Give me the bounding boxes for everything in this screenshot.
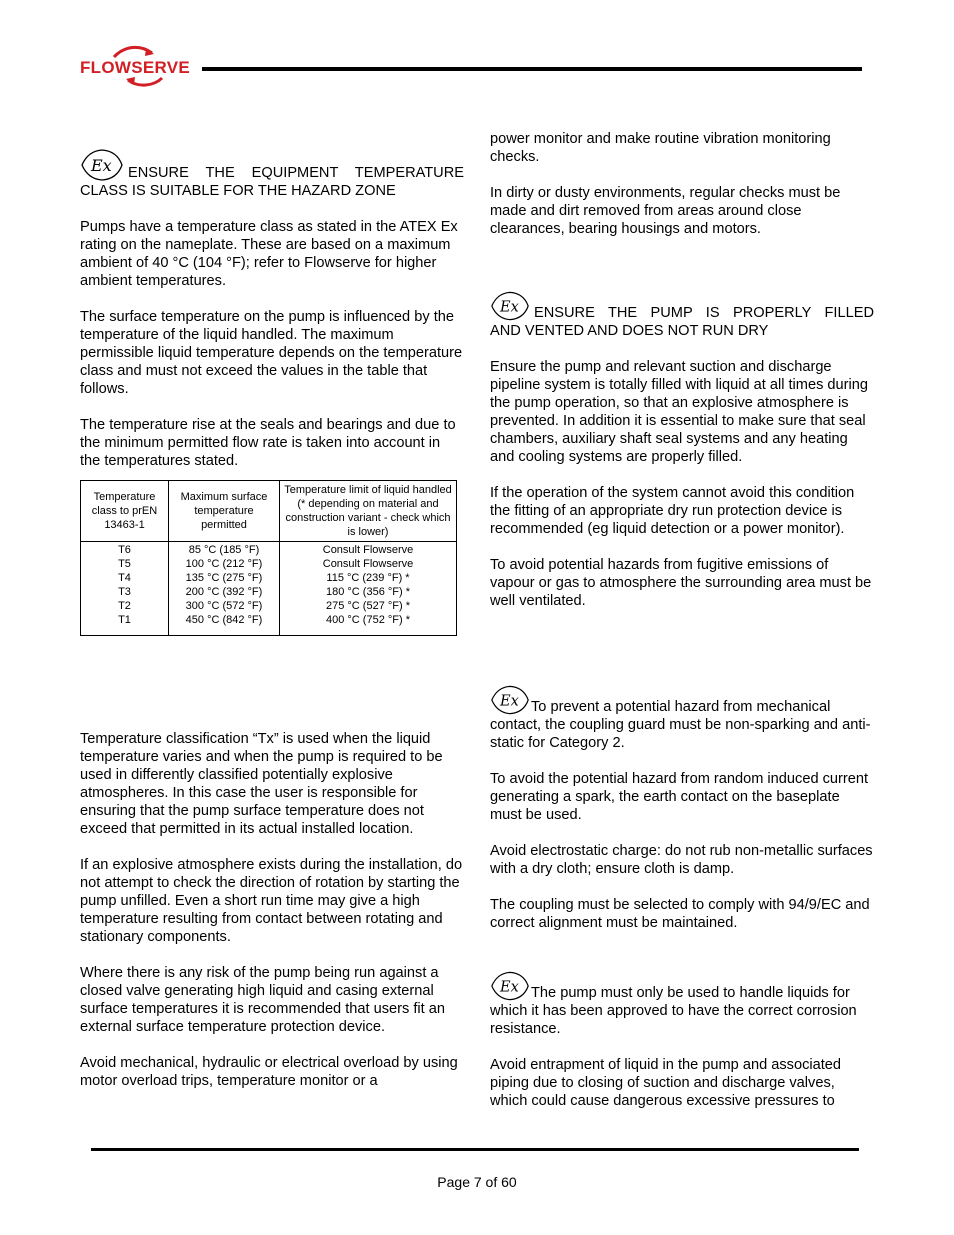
paragraph: The temperature rise at the seals and bearings and due to the minimum permitted flow rate is taken into account in the temperatures stated.	[80, 417, 456, 469]
svg-text:Ex: Ex	[91, 156, 112, 175]
svg-text:Ex: Ex	[500, 299, 519, 316]
table-header-row	[81, 481, 457, 542]
paragraph: In dirty or dusty environments, regular checks must be made and dirt removed from areas around close clearances, bearing housings and motors.	[490, 185, 841, 237]
temperature-class-heading: Ex ENSURE THE EQUIPMENT TEMPERATURE	[80, 148, 464, 182]
paragraph: Where there is any risk of the pump being run against a closed valve generating high liquid and casing external surface temperatures it is recommended that users fit an external surface temperature protection device.	[80, 965, 446, 1035]
table-cell-liquid: Consult Flowserve Consult Flowserve 115 °C (239 °F) * 180 °C (356 °F) * 275 °C (527 °F) * 400 °C (752 °F) *	[280, 542, 457, 636]
table-header-cell: Temperature limit of liquid handled (* depending on material and construction variant - check which is lower)	[280, 481, 457, 542]
filled-vented-heading: Ex ENSURE THE PUMP IS PROPERLY FILLED	[490, 290, 874, 322]
table-header-cell: Temperature class to prEN 13463-1	[81, 481, 169, 542]
page-number: Page 7 of 60	[437, 1174, 517, 1190]
paragraph-with-ex: Ex To prevent a potential hazard from mechanical contact, the coupling guard must be non-sparking and anti-static for Category 2.	[490, 684, 874, 752]
brand-name: FLOWSERVE	[80, 58, 191, 77]
paragraph: If an explosive atmosphere exists during the installation, do not attempt to check the direction of rotation by starting the pump unfilled. Even a short run time may give a high temperature resulting from contact between rotating and stationary components.	[80, 857, 463, 945]
flowserve-logo	[80, 44, 198, 88]
svg-text:Ex: Ex	[500, 693, 519, 710]
paragraph: The coupling must be selected to comply with 94/9/EC and correct alignment must be maintained.	[490, 897, 870, 931]
paragraph: Avoid mechanical, hydraulic or electrical overload by using motor overload trips, temperature monitor or a	[80, 1055, 458, 1089]
svg-text:Ex: Ex	[500, 979, 519, 996]
table-cell-class: T6 T5 T4 T3 T2 T1	[81, 542, 169, 636]
paragraph: Ensure the pump and relevant suction and discharge pipeline system is totally filled with liquid at all times during the pump operation, so that an explosive atmosphere is prevented. In addition it is essential to make sure that seal chambers, auxiliary shaft seal systems and any heating and cooling systems are properly filled.	[490, 359, 868, 465]
atex-ex-icon	[490, 970, 530, 1002]
atex-ex-icon	[490, 684, 530, 716]
paragraph: Avoid electrostatic charge: do not rub non-metallic surfaces with a dry cloth; ensure cloth is damp.	[490, 843, 873, 877]
right-column-top	[490, 130, 874, 238]
right-column-filled-section	[490, 290, 874, 610]
paragraph: Avoid entrapment of liquid in the pump and associated piping due to closing of suction and discharge valves, which could cause dangerous excessive pressures to	[490, 1057, 842, 1109]
header-rule	[202, 67, 862, 71]
paragraph: To avoid potential hazards from fugitive emissions of vapour or gas to atmosphere the surrounding area must be well ventilated.	[490, 557, 872, 609]
left-column-top	[80, 148, 464, 470]
paragraph: The surface temperature on the pump is influenced by the temperature of the liquid handled. The maximum permissible liquid temperature depends on the temperature class and must not exceed the values in the table that follows.	[80, 309, 463, 397]
footer-rule	[91, 1148, 859, 1151]
atex-ex-icon	[490, 290, 530, 322]
paragraph: Temperature classification “Tx” is used when the liquid temperature varies and when the pump is required to be used in differently classified potentially explosive atmospheres. In this case the user is responsible for ensuring that the pump surface temperature does not exceed that permitted in its actual installed location.	[80, 731, 443, 837]
paragraph: If the operation of the system cannot avoid this condition the fitting of an appropriate dry run protection device is recommended (eg liquid detection or a power monitor).	[490, 485, 855, 537]
paragraph-with-ex: Ex The pump must only be used to handle liquids for which it has been approved to have the correct corrosion resistance.	[490, 970, 874, 1038]
paragraph: Pumps have a temperature class as stated in the ATEX Ex rating on the nameplate. These are based on a maximum ambient of 40 °C (104 °F); refer to Flowserve for higher ambient temperatures.	[80, 219, 458, 289]
heading-line2: AND VENTED AND DOES NOT RUN DRY	[490, 323, 769, 339]
left-column-bottom	[80, 730, 464, 1090]
table-row	[81, 542, 457, 636]
table-cell-surface: 85 °C (185 °F) 100 °C (212 °F) 135 °C (275 °F) 200 °C (392 °F) 300 °C (572 °F) 450 °C (842 °F)	[169, 542, 280, 636]
paragraph: power monitor and make routine vibration monitoring checks.	[490, 131, 831, 165]
atex-ex-icon	[80, 148, 124, 182]
right-column-coupling-section	[490, 684, 874, 932]
temperature-class-table	[80, 480, 457, 636]
heading-line2: CLASS IS SUITABLE FOR THE HAZARD ZONE	[80, 183, 396, 199]
right-column-liquids-section	[490, 970, 874, 1110]
table-header-cell: Maximum surface temperature permitted	[169, 481, 280, 542]
paragraph: To avoid the potential hazard from random induced current generating a spark, the earth contact on the baseplate must be used.	[490, 771, 869, 823]
